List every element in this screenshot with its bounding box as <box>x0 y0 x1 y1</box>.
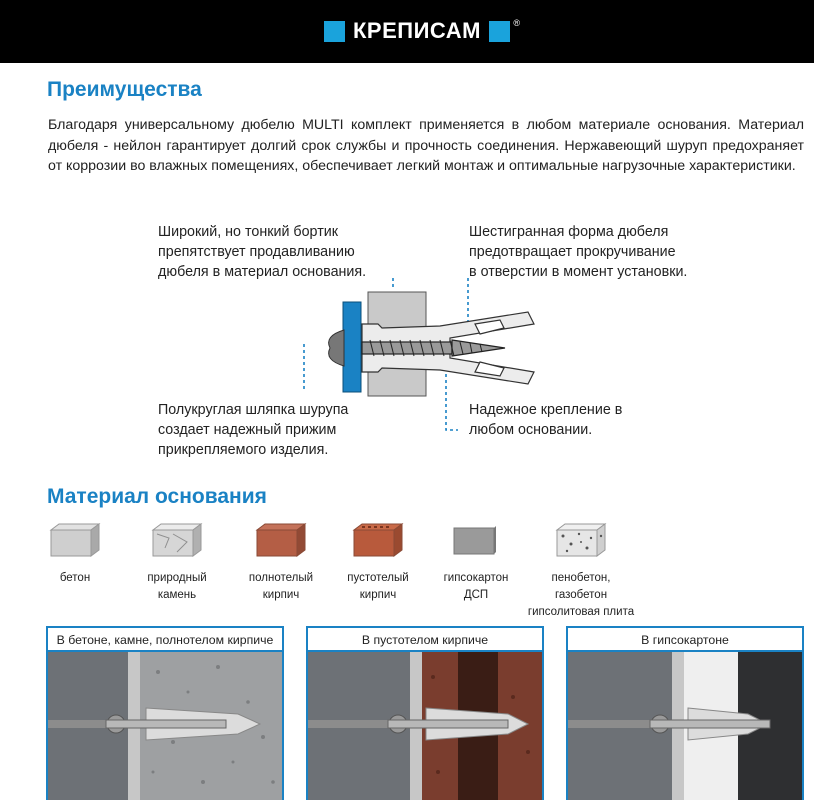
page-header <box>0 0 814 63</box>
hollow-brick-icon <box>348 520 408 560</box>
panel-drywall <box>566 626 804 800</box>
material-solid-brick: полнотелый кирпич <box>226 520 336 604</box>
panel-concrete <box>46 626 284 800</box>
logo-square-left-icon <box>324 21 345 42</box>
panel-drywall-illustration <box>568 652 804 800</box>
callout-collar: Широкий, но тонкий бортик препятствует продавливанию дюбеля в материал основания. <box>158 224 367 280</box>
material-natural-stone: природный камень <box>122 520 232 604</box>
aerated-concrete-icon <box>551 520 611 560</box>
panel-title: В пустотелом кирпиче <box>308 628 542 652</box>
advantages-text: Благодаря универсальному дюбелю MULTI комплект применяется в любом материале основания. Материал дюбеля - нейлон гарантирует долгий срок службы и прочность соединения. Нержавеющий шуруп предохраняет от коррозии во влажных помещениях, обеспечивает легкий монтаж и оптимальные нагрузочные характеристики. <box>48 117 804 174</box>
drywall-board-icon <box>446 520 506 560</box>
advantages-title: Преимущества <box>47 78 202 101</box>
brand-logo <box>324 18 520 43</box>
natural-stone-icon <box>147 520 207 560</box>
registered-mark: ® <box>513 18 520 28</box>
panel-hollow-brick <box>306 626 544 800</box>
callout-screw-head: Полукруглая шляпка шурупа создает надежный прижим прикрепляемого изделия. <box>158 402 349 458</box>
concrete-block-icon <box>45 520 105 560</box>
brand-name: КРЕПИСАМ <box>353 18 481 43</box>
dowel-diagram <box>300 278 545 438</box>
panel-title: В гипсокартоне <box>568 628 802 652</box>
material-concrete: бетон <box>20 520 130 587</box>
material-hollow-brick: пустотелый кирпич <box>323 520 433 604</box>
logo-square-right-icon <box>489 21 510 42</box>
panel-hollow-brick-illustration <box>308 652 544 800</box>
material-drywall: гипсокартон ДСП <box>421 520 531 604</box>
panel-title: В бетоне, камне, полнотелом кирпиче <box>48 628 282 652</box>
callout-reliable-fixing: Надежное крепление в любом основании. <box>469 402 623 438</box>
material-aerated-concrete: пенобетон, газобетон гипсолитовая плита <box>526 520 636 621</box>
materials-title: Материал основания <box>47 485 267 508</box>
callout-hex-shape: Шестигранная форма дюбеля предотвращает прокручивание в отверстии в момент установки. <box>469 224 688 280</box>
solid-brick-icon <box>251 520 311 560</box>
panel-concrete-illustration <box>48 652 284 800</box>
